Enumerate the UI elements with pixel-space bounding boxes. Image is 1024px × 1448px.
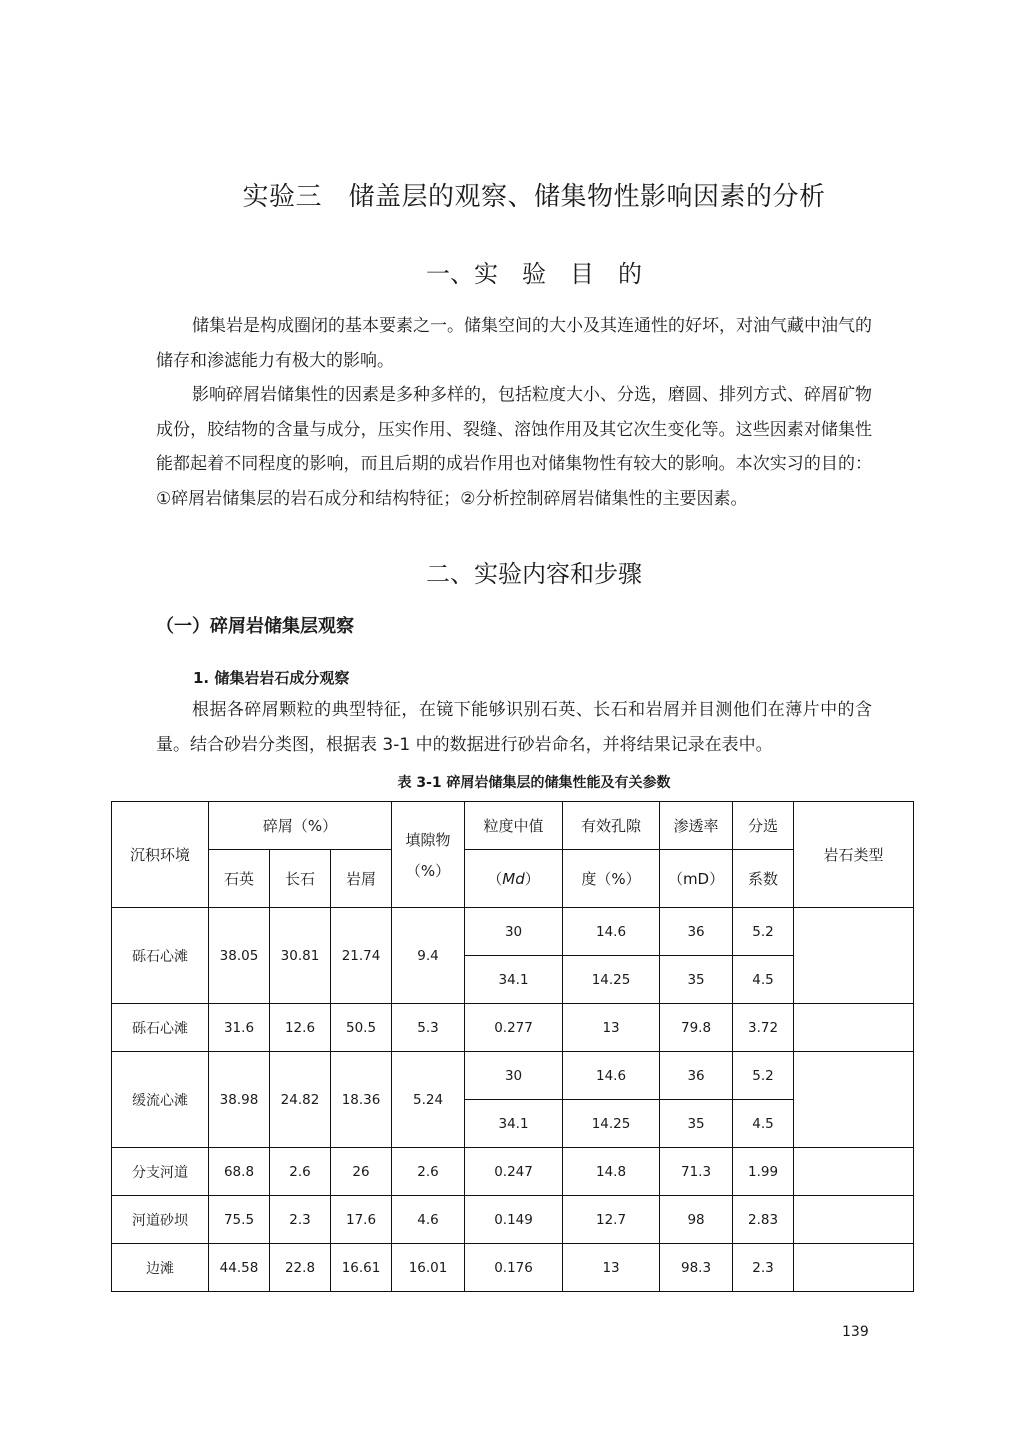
cell-rock-type (794, 1196, 914, 1244)
cell-md: 34.1 (465, 956, 563, 1004)
cell-sort: 4.5 (733, 956, 794, 1004)
cell-env: 缓流心滩 (112, 1052, 209, 1148)
cell-fill: 5.24 (392, 1052, 465, 1148)
cell-feldspar: 12.6 (270, 1004, 331, 1052)
cell-env: 分支河道 (112, 1148, 209, 1196)
cell-por: 13 (563, 1244, 660, 1292)
cell-fill: 16.01 (392, 1244, 465, 1292)
cell-sort: 1.99 (733, 1148, 794, 1196)
cell-env: 河道砂坝 (112, 1196, 209, 1244)
header-clastic: 碎屑（%） (209, 802, 392, 850)
cell-md: 0.277 (465, 1004, 563, 1052)
cell-sort: 5.2 (733, 1052, 794, 1100)
section-heading-content: 二、实验内容和步骤 (426, 560, 642, 588)
header-env: 沉积环境 (112, 802, 209, 908)
cell-sort: 2.83 (733, 1196, 794, 1244)
cell-quartz: 68.8 (209, 1148, 270, 1196)
cell-md: 30 (465, 908, 563, 956)
header-perm-top: 渗透率 (660, 802, 733, 850)
reservoir-table (111, 801, 914, 1292)
cell-lithic: 16.61 (331, 1244, 392, 1292)
cell-md: 0.149 (465, 1196, 563, 1244)
header-sort-bot: 系数 (733, 850, 794, 908)
cell-perm: 35 (660, 956, 733, 1004)
cell-rock-type (794, 1148, 914, 1196)
table-caption: 表 3-1 碎屑岩储集层的储集性能及有关参数 (397, 775, 671, 791)
cell-md: 30 (465, 1052, 563, 1100)
cell-por: 12.7 (563, 1196, 660, 1244)
table-row (112, 908, 914, 956)
header-feldspar: 长石 (270, 850, 331, 908)
cell-perm: 98.3 (660, 1244, 733, 1292)
cell-feldspar: 2.6 (270, 1148, 331, 1196)
table-row (112, 1244, 914, 1292)
paragraph: 储集岩是构成圈闭的基本要素之一。储集空间的大小及其连通性的好坏，对油气藏中油气的储存和渗滤能力有极大的影响。 (156, 316, 872, 371)
cell-quartz: 38.05 (209, 908, 270, 1004)
cell-env: 边滩 (112, 1244, 209, 1292)
cell-por: 14.6 (563, 1052, 660, 1100)
header-lithic: 岩屑 (331, 850, 392, 908)
table-row (112, 1052, 914, 1100)
header-md-top: 粒度中值 (465, 802, 563, 850)
cell-lithic: 17.6 (331, 1196, 392, 1244)
cell-por: 13 (563, 1004, 660, 1052)
cell-por: 14.25 (563, 956, 660, 1004)
cell-por: 14.8 (563, 1148, 660, 1196)
cell-rock-type (794, 1004, 914, 1052)
header-perm-bot: （mD） (660, 850, 733, 908)
cell-md: 0.247 (465, 1148, 563, 1196)
cell-lithic: 50.5 (331, 1004, 392, 1052)
cell-md: 34.1 (465, 1100, 563, 1148)
cell-fill: 4.6 (392, 1196, 465, 1244)
cell-por: 14.25 (563, 1100, 660, 1148)
cell-perm: 98 (660, 1196, 733, 1244)
cell-fill: 5.3 (392, 1004, 465, 1052)
subsection-heading: （一）碎屑岩储集层观察 (156, 616, 354, 637)
cell-feldspar: 22.8 (270, 1244, 331, 1292)
cell-perm: 79.8 (660, 1004, 733, 1052)
cell-por: 14.6 (563, 908, 660, 956)
cell-perm: 36 (660, 1052, 733, 1100)
cell-sort: 4.5 (733, 1100, 794, 1148)
cell-lithic: 21.74 (331, 908, 392, 1004)
cell-sort: 2.3 (733, 1244, 794, 1292)
cell-perm: 71.3 (660, 1148, 733, 1196)
cell-rock-type (794, 908, 914, 1004)
page-title: 实验三 储盖层的观察、储集物性影响因素的分析 (242, 182, 826, 212)
cell-quartz: 31.6 (209, 1004, 270, 1052)
cell-env: 砾石心滩 (112, 908, 209, 1004)
subsubsection-heading: 1. 储集岩岩石成分观察 (193, 669, 350, 687)
composition-text (156, 693, 872, 762)
header-sort-top: 分选 (733, 802, 794, 850)
objectives-text (156, 309, 872, 516)
header-por-top: 有效孔隙 (563, 802, 660, 850)
page-number: 139 (842, 1324, 869, 1340)
table-row (112, 1196, 914, 1244)
cell-env: 砾石心滩 (112, 1004, 209, 1052)
paragraph: 影响碎屑岩储集性的因素是多种多样的，包括粒度大小、分选，磨圆、排列方式、碎屑矿物成份，胶结物的含量与成分，压实作用、裂缝、溶蚀作用及其它次生变化等。这些因素对储集性能都起着不同程度的影响，而且后期的成岩作用也对储集物性有较大的影响。本次实习的目的：①碎屑岩储集层的岩石成分和结构特征；②分析控制碎屑岩储集性的主要因素。 (156, 385, 872, 509)
cell-feldspar: 30.81 (270, 908, 331, 1004)
cell-fill: 9.4 (392, 908, 465, 1004)
header-quartz: 石英 (209, 850, 270, 908)
paragraph: 根据各碎屑颗粒的典型特征，在镜下能够识别石英、长石和岩屑并目测他们在薄片中的含量。结合砂岩分类图，根据表 3-1 中的数据进行砂岩命名，并将结果记录在表中。 (156, 700, 872, 755)
cell-perm: 36 (660, 908, 733, 956)
cell-fill: 2.6 (392, 1148, 465, 1196)
header-md-bot: （Md） (465, 850, 563, 908)
cell-sort: 3.72 (733, 1004, 794, 1052)
cell-quartz: 75.5 (209, 1196, 270, 1244)
cell-rock-type (794, 1052, 914, 1148)
table-row (112, 1148, 914, 1196)
cell-feldspar: 24.82 (270, 1052, 331, 1148)
cell-lithic: 26 (331, 1148, 392, 1196)
cell-perm: 35 (660, 1100, 733, 1148)
table-row (112, 1004, 914, 1052)
header-rock-type: 岩石类型 (794, 802, 914, 908)
cell-rock-type (794, 1244, 914, 1292)
header-fill: 填隙物 （%） (392, 802, 465, 908)
cell-lithic: 18.36 (331, 1052, 392, 1148)
header-por-bot: 度（%） (563, 850, 660, 908)
cell-feldspar: 2.3 (270, 1196, 331, 1244)
cell-quartz: 44.58 (209, 1244, 270, 1292)
cell-sort: 5.2 (733, 908, 794, 956)
cell-quartz: 38.98 (209, 1052, 270, 1148)
section-heading-objectives: 一、实 验 目 的 (426, 260, 642, 288)
cell-md: 0.176 (465, 1244, 563, 1292)
